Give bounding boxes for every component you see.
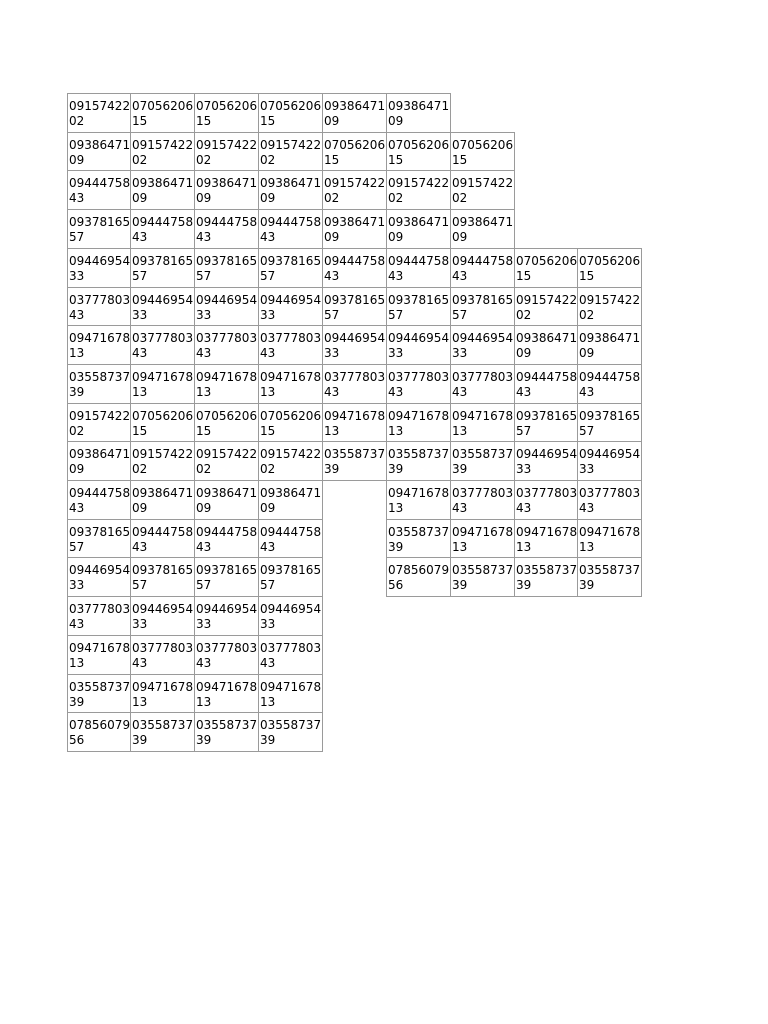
table-cell: 07856079 56: [386, 557, 451, 597]
table-cell: 09444758 43: [258, 519, 323, 558]
table-cell: 09386471 09: [450, 209, 515, 249]
table-cell: 09471678 13: [258, 674, 323, 713]
table-cell: 09386471 09: [130, 480, 195, 520]
table-cell: 09446954 33: [258, 287, 323, 326]
table-cell: 09446954 33: [450, 325, 515, 365]
table-cell: 03777803 43: [514, 480, 579, 520]
table-cell: 07056206 15: [194, 93, 259, 133]
table-cell: 03558737 39: [386, 441, 451, 481]
table-cell: 09444758 43: [577, 364, 642, 404]
table-cell: 09386471 09: [258, 170, 323, 210]
table-cell: 09386471 09: [386, 209, 451, 249]
table-cell: 09444758 43: [322, 248, 387, 288]
table-cell: 09471678 13: [577, 519, 642, 558]
table-cell: 09444758 43: [386, 248, 451, 288]
table-cell: 03777803 43: [258, 325, 323, 365]
table-cell: 09157422 02: [130, 441, 195, 481]
table-cell: 09157422 02: [194, 132, 259, 171]
table-cell: 09157422 02: [258, 132, 323, 171]
table-cell: 03777803 43: [577, 480, 642, 520]
table-cell: 09386471 09: [386, 93, 451, 133]
table-cell: 09444758 43: [514, 364, 579, 404]
table-cell: 09471678 13: [130, 674, 195, 713]
table-cell: 09471678 13: [67, 635, 132, 675]
table-cell: 09446954 33: [386, 325, 451, 365]
table-cell: 09378165 57: [67, 209, 132, 249]
table-cell: 03777803 43: [67, 287, 132, 326]
table-cell: 03558737 39: [577, 557, 642, 597]
table-cell: 09471678 13: [450, 403, 515, 442]
table-cell: 09444758 43: [67, 480, 132, 520]
table-cell: 07056206 15: [130, 93, 195, 133]
table-cell: 09444758 43: [130, 519, 195, 558]
table-cell: 09157422 02: [130, 132, 195, 171]
table-cell: 09446954 33: [67, 248, 132, 288]
table-cell: 09157422 02: [258, 441, 323, 481]
table-cell: 09446954 33: [194, 596, 259, 636]
table-cell: 09157422 02: [194, 441, 259, 481]
table-cell: 03777803 43: [130, 635, 195, 675]
table-cell: 09471678 13: [258, 364, 323, 404]
table-cell: 07056206 15: [386, 132, 451, 171]
table-cell: 09444758 43: [194, 519, 259, 558]
table-cell: 09157422 02: [67, 403, 132, 442]
table-cell: 09386471 09: [322, 93, 387, 133]
table-cell: 07056206 15: [322, 132, 387, 171]
table-cell: 09471678 13: [67, 325, 132, 365]
table-cell: 03558737 39: [67, 674, 132, 713]
table-cell: 09378165 57: [130, 557, 195, 597]
table-cell: 03777803 43: [194, 635, 259, 675]
table-cell: 09471678 13: [130, 364, 195, 404]
table-cell: 09444758 43: [67, 170, 132, 210]
table-cell: 09444758 43: [450, 248, 515, 288]
table-cell: 09378165 57: [450, 287, 515, 326]
table-cell: 07056206 15: [514, 248, 579, 288]
table-cell: 09378165 57: [130, 248, 195, 288]
table-cell: 09446954 33: [322, 325, 387, 365]
table-cell: 07056206 15: [194, 403, 259, 442]
table-cell: 09386471 09: [67, 441, 132, 481]
table-cell: 03558737 39: [450, 441, 515, 481]
table-cell: 09444758 43: [194, 209, 259, 249]
table-cell: 03777803 43: [450, 364, 515, 404]
table-cell: 09471678 13: [450, 519, 515, 558]
table-cell: 09446954 33: [258, 596, 323, 636]
table-cell: 03777803 43: [130, 325, 195, 365]
table-cell: 03558737 39: [514, 557, 579, 597]
table-cell: 09378165 57: [322, 287, 387, 326]
table-cell: 03558737 39: [130, 712, 195, 752]
table-cell: 03558737 39: [67, 364, 132, 404]
table-cell: 09471678 13: [514, 519, 579, 558]
table-cell: 07856079 56: [67, 712, 132, 752]
table-cell: 09378165 57: [577, 403, 642, 442]
table-cell: 03777803 43: [386, 364, 451, 404]
table-cell: 03777803 43: [450, 480, 515, 520]
table-cell: 09386471 09: [577, 325, 642, 365]
table-cell: 09386471 09: [130, 170, 195, 210]
table-cell: 09386471 09: [322, 209, 387, 249]
table-cell: 09386471 09: [194, 170, 259, 210]
table-cell: 03558737 39: [258, 712, 323, 752]
table-cell: 09378165 57: [194, 557, 259, 597]
table-cell: 09444758 43: [258, 209, 323, 249]
table-cell: 09446954 33: [577, 441, 642, 481]
table-cell: 07056206 15: [577, 248, 642, 288]
table-cell: 09157422 02: [67, 93, 132, 133]
table-cell: 09446954 33: [67, 557, 132, 597]
table-cell: 03558737 39: [386, 519, 451, 558]
table-cell: 09446954 33: [514, 441, 579, 481]
table-cell: 09378165 57: [258, 557, 323, 597]
table-cell: 09386471 09: [67, 132, 132, 171]
table-cell: 03777803 43: [258, 635, 323, 675]
table-cell: 03558737 39: [194, 712, 259, 752]
table-cell: 09157422 02: [450, 170, 515, 210]
table-cell: 09471678 13: [322, 403, 387, 442]
table-cell: 09378165 57: [258, 248, 323, 288]
table-cell: 09157422 02: [386, 170, 451, 210]
table-cell: 07056206 15: [258, 93, 323, 133]
table-cell: 09446954 33: [194, 287, 259, 326]
table-cell: 07056206 15: [450, 132, 515, 171]
table-cell: 09157422 02: [577, 287, 642, 326]
table-cell: 09378165 57: [67, 519, 132, 558]
table-cell: 09386471 09: [258, 480, 323, 520]
table-cell: 09446954 33: [130, 596, 195, 636]
table-cell: 09471678 13: [194, 364, 259, 404]
table-cell: 09471678 13: [194, 674, 259, 713]
table-cell: 09446954 33: [130, 287, 195, 326]
table-cell: 09471678 13: [386, 480, 451, 520]
table-cell: 03777803 43: [194, 325, 259, 365]
table-cell: 09471678 13: [386, 403, 451, 442]
table-cell: 03777803 43: [322, 364, 387, 404]
table-cell: 03558737 39: [450, 557, 515, 597]
table-cell: 03777803 43: [67, 596, 132, 636]
table-cell: 09386471 09: [514, 325, 579, 365]
table-cell: 07056206 15: [258, 403, 323, 442]
table-cell: 09386471 09: [194, 480, 259, 520]
table-cell: 03558737 39: [322, 441, 387, 481]
table-cell: 09157422 02: [514, 287, 579, 326]
table-cell: 09444758 43: [130, 209, 195, 249]
table-cell: 09378165 57: [194, 248, 259, 288]
table-cell: 09378165 57: [386, 287, 451, 326]
table-cell: 09378165 57: [514, 403, 579, 442]
table-cell: 09157422 02: [322, 170, 387, 210]
table-cell: 07056206 15: [130, 403, 195, 442]
